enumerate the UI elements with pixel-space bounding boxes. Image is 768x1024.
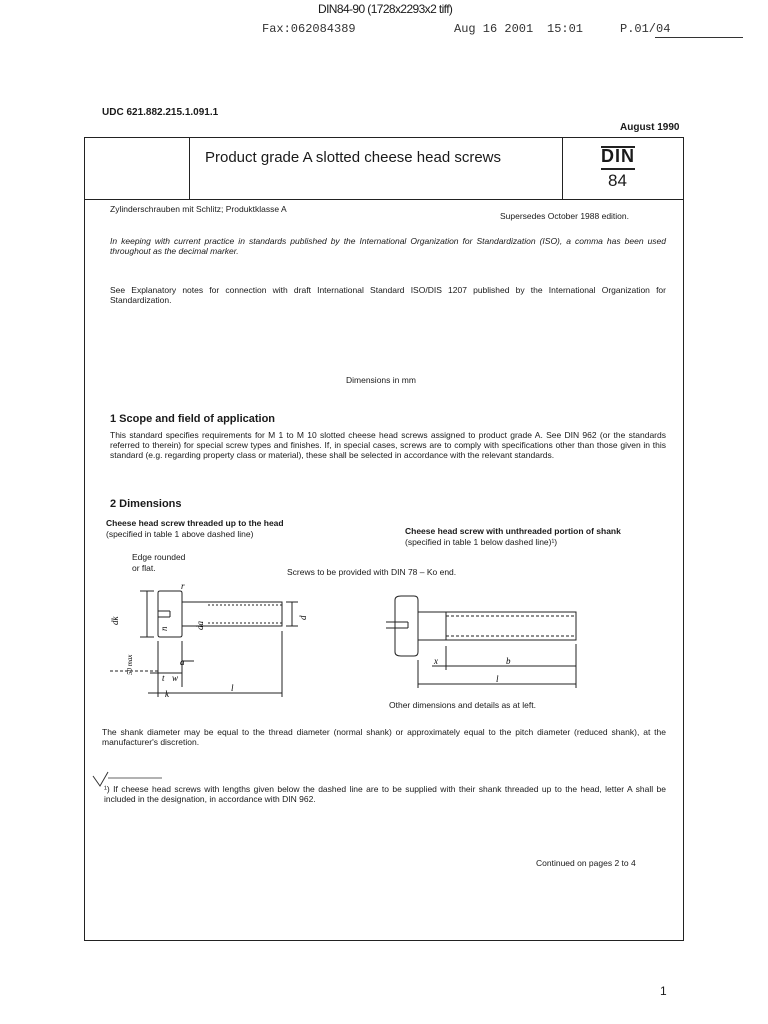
- fax-page: P.01/04: [620, 22, 671, 36]
- footnote: ¹) If cheese head screws with lengths given below the dashed line are to be supplied with their shank threaded up to the head, letter A shall be included in the designation, in accordance with DIN 962.: [104, 784, 666, 804]
- document-frame: [84, 137, 684, 941]
- w-label: w: [172, 673, 179, 683]
- r-label: r: [181, 581, 185, 591]
- l-label: l: [231, 683, 234, 693]
- section-2-heading: 2 Dimensions: [110, 498, 182, 510]
- b-label: b: [506, 656, 511, 666]
- n-label: n: [159, 626, 169, 631]
- header-column-divider-left: [189, 137, 190, 199]
- t-label: t: [162, 673, 165, 683]
- right-screw-drawing: [378, 590, 588, 695]
- fax-date: Aug 16 2001: [454, 22, 534, 36]
- explanatory-note: See Explanatory notes for connection with draft International Standard ISO/DIS 1207 published by the International Organization for Standardization.: [110, 285, 666, 305]
- left-figure-subcaption: (specified in table 1 above dashed line): [106, 529, 254, 539]
- din-number: 84: [608, 171, 627, 190]
- udc-code: UDC 621.882.215.1.091.1: [102, 107, 219, 118]
- dk-label: dk: [110, 616, 120, 625]
- header-column-divider-right: [562, 137, 563, 199]
- da-label: da: [195, 621, 205, 630]
- document-title: Product grade A slotted cheese head screws: [205, 149, 502, 166]
- page-number: 1: [660, 984, 667, 998]
- section-1-heading: 1 Scope and field of application: [110, 413, 276, 425]
- fax-underline: [655, 37, 743, 38]
- s-label: 50 max: [126, 654, 134, 675]
- l-label-right: l: [496, 674, 499, 684]
- end-note: Screws to be provided with DIN 78 – Ko end.: [287, 567, 457, 577]
- section-1-body: This standard specifies requirements for M 1 to M 10 slotted cheese head screws assigned to product grade A. See DIN 962 (or the standards referred to therein) for special screw types and finishes. If, in special cases, screws are to comply with specifications other than those given in this standard (e.g. regarding property class or material), these shall be selected in accordance with the relevant standards.: [110, 430, 666, 460]
- shank-note: The shank diameter may be equal to the thread diameter (normal shank) or approximately equal to the pitch diameter (reduced shank), at the manufacturer's discretion.: [102, 727, 666, 747]
- left-figure-caption: Cheese head screw threaded up to the head: [106, 518, 284, 528]
- right-screw-head: [395, 596, 418, 656]
- supersedes-note: Supersedes October 1988 edition.: [500, 211, 630, 221]
- k-label: k: [165, 689, 169, 699]
- german-title: Zylinderschrauben mit Schlitz; Produktklasse A: [110, 204, 287, 214]
- right-figure-subcaption: (specified in table 1 below dashed line)¹): [405, 537, 558, 547]
- a-label: a: [180, 657, 185, 667]
- continued-note: Continued on pages 2 to 4: [536, 858, 636, 868]
- other-dimensions-note: Other dimensions and details as at left.: [389, 700, 536, 710]
- right-figure-caption: Cheese head screw with unthreaded portion of shank: [405, 526, 621, 536]
- d-label: d: [298, 615, 308, 620]
- document-label: DIN84-90 (1728x2293x2 tiff): [318, 2, 453, 16]
- header-divider: [84, 199, 684, 200]
- din-logo-bar-bottom: [601, 168, 635, 170]
- fax-number: Fax:062084389: [262, 22, 356, 36]
- din-logo: DIN: [601, 146, 635, 166]
- decimal-marker-note: In keeping with current practice in standards published by the International Organization for Standardization (ISO), a comma has been used throughout as the decimal marker.: [110, 236, 666, 256]
- dimensions-unit: Dimensions in mm: [346, 375, 416, 385]
- fax-time: 15:01: [547, 22, 584, 36]
- x-label: x: [434, 656, 438, 666]
- edge-note: Edge rounded: [132, 552, 186, 562]
- issue-date: August 1990: [620, 122, 680, 133]
- left-screw-drawing: [110, 575, 380, 705]
- edge-note-2: or flat.: [132, 563, 156, 573]
